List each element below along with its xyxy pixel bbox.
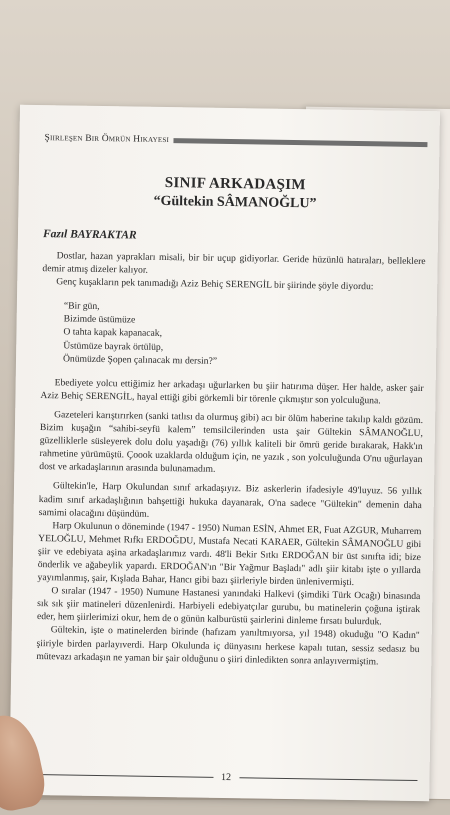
book-page	[9, 105, 440, 802]
poem-line: Önümüzde Şopen çalınacak mı dersin?”	[62, 353, 218, 367]
poem-line: “Bir gün,	[63, 300, 100, 313]
poem-quote	[63, 300, 425, 371]
poem-line: Bizimde üstümüze	[63, 313, 136, 326]
running-title: Şiirleşen Bir Ömrün Hikayesi	[44, 133, 170, 146]
page-number: 12	[220, 771, 232, 784]
paragraph: Genç kuşakların pek tanımadığı Aziz Behiç SERENGİL bir şiirinde şöyle diyordu:	[56, 276, 374, 293]
poem-line: O tahta kapak kapanacak,	[63, 326, 163, 340]
article-title: SINIF ARKADAŞIM	[164, 174, 306, 194]
poem-line: Üstümüze bayrak örtülüp,	[63, 339, 164, 353]
running-header	[44, 129, 427, 149]
footer-rule-left	[34, 774, 212, 778]
page-footer	[34, 769, 417, 786]
paragraph: Harp Okulunun o döneminde (1947 - 1950) Numan ESİN, Ahmet ER, Fuat AZGUR, Muharrem YELOĞLU, Mehmet Rıfkı ERDOĞDU, Mustafa Necati KARAER, Gültekin SÂMANOĞLU gibi şiir ve edebiyata aşina arkadaşlarımız vardı. 48'li Bekir Sıtkı ERDOĞAN bir üst sınıfta idi; bize önderlik ve ağabeylik yapardı. ERDOĞAN'ın "Bir Yağmur Başladı" adlı şiir kitabı işte o yıllarda yayımlanmış, şair, Kışlada Bahar, Hancı gibi bazı şiirleriyle birden ünlenivermişti.	[37, 519, 422, 589]
article-body	[36, 249, 425, 669]
article-author: Fazıl BAYRAKTAR	[42, 228, 137, 242]
page-content	[36, 129, 427, 784]
paragraph: O sıralar (1947 - 1950) Numune Hastanesi yanındaki Halkevi (şimdiki Türk Ocağı) binasında sık sık şiir matineleri düzenlenirdi. Harbiyeli edebiyatçılar gurubu, bu matinelerin çoğuna iştirak eder, hem şiirlerimizi okur, hem de o günün kalburüstü şairlerini dinleme fırsatı bulurduk.	[36, 585, 421, 628]
paragraph: Gültekin'le, Harp Okulundan sınıf arkadaşıyız. Biz askerlerin ifadesiyle 49'luyuz. 56 yıllık kadim sınıf arkadaşlığının bahşettiği hukuka dayanarak, O'na sadece "Gültekin" demenin daha samimi olacağını düşündüm.	[38, 480, 423, 520]
article-subtitle: “Gültekin SÂMANOĞLU”	[153, 193, 317, 212]
header-rule	[173, 138, 428, 147]
paragraph: Gültekin, işte o matinelerden birinde (hafızam yanıltmıyorsa, yıl 1948) okuduğu "O Kadın" şiiriyle birden parlayıverdi. Harp Okulunda iç dünyasını herkese kapalı tutan, sessiz sedasız bu mütevazı arkadaşın ne yaman bir şair olduğunu o şiiri dinledikten sonra anlayıvermiştim.	[36, 624, 420, 668]
paragraph: Gazeteleri karıştırırken (sanki tatlısı da olurmuş gibi) acı bir ölüm haberine takılıp kaldı gözüm. Bizim kuşağın “sahibi-seyfü kalem” temsilcilerinden usta şair Gültekin SÂMANOĞLU, güzelliklerle süsleyerek dolu dolu yaşadığı (76) yıllık kaliteli bir ömrü geride bırakarak, Hakk'ın rahmetine yürümüştü. Çoook uzaklarda olduğum için, ne yazık , son yolculuğunda O'nu uğurlayan dost ve arkadaşlarının arasında bulunamadım.	[39, 409, 424, 476]
paragraph: Ebediyete yolcu ettiğimiz her arkadaşı uğurlarken bu şiir hatırıma düşer. Her halde, asker şair Aziz Behiç SERENGİL, hayal ettiği gibi görkemli bir törenle çıkmıştır son yolculuğuna.	[40, 377, 424, 407]
paragraph: Dostlar, hazan yaprakları misali, bir bir uçup gidiyorlar. Geride hüzünlü hatıraları, belleklere demir atmış dizeler kalıyor.	[42, 250, 426, 276]
footer-rule-right	[239, 777, 417, 781]
